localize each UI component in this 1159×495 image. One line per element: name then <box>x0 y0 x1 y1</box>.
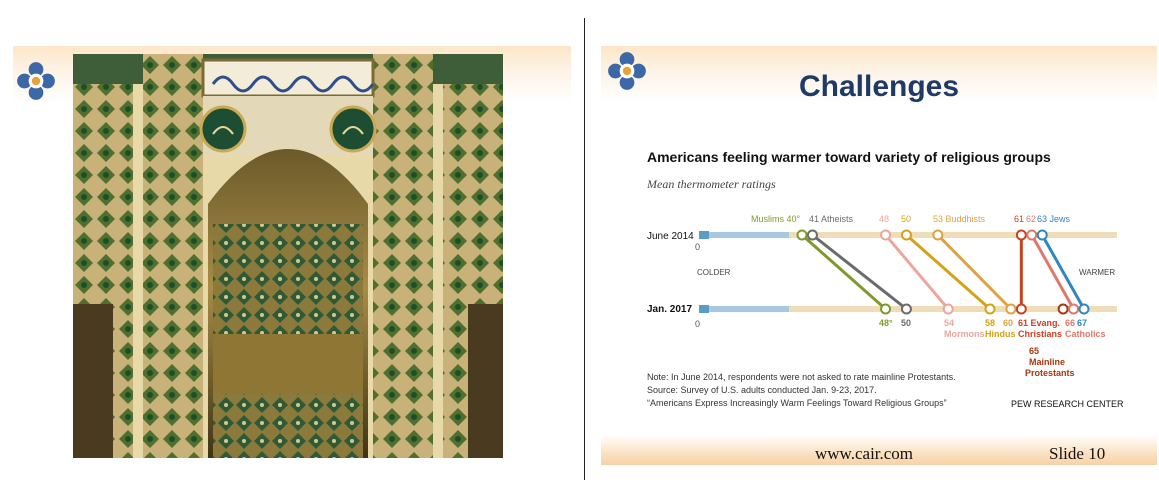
point-2014-atheists <box>808 231 817 240</box>
label-2014-buddhists: 53 Buddhists <box>933 214 986 224</box>
chart-subtitle: Mean thermometer ratings <box>647 177 776 191</box>
point-2017-buddhists <box>1006 305 1015 314</box>
label-2017-name-mainline-protestants: Mainline <box>1029 357 1066 367</box>
label-2017-name-evangelical-christians: Christians <box>1018 329 1063 339</box>
point-2017-hindus <box>986 305 995 314</box>
point-2014-mormons <box>881 231 890 240</box>
label-2014-atheists: 41 Atheists <box>809 214 854 224</box>
axis-zero-2017: 0 <box>695 319 701 329</box>
slide-number: Slide 10 <box>1049 444 1106 463</box>
slide-title: Challenges <box>798 70 960 103</box>
track-cold-2014 <box>699 232 789 238</box>
label-2017-evangelical-christians: 61 Evang. <box>1018 318 1061 328</box>
track-zero-mark-2017 <box>699 305 709 313</box>
point-2014-catholics <box>1027 231 1036 240</box>
point-2017-mainline-protestants <box>1059 305 1068 314</box>
label-2017-name-catholics: Catholics <box>1065 329 1106 339</box>
point-2017-evangelical-christians <box>1017 305 1026 314</box>
point-2014-evangelical-christians <box>1017 231 1026 240</box>
point-2014-jews <box>1038 231 1047 240</box>
chart-report-title: “Americans Express Increasingly Warm Feelings Toward Religious Groups” <box>647 398 947 408</box>
colder-label: COLDER <box>697 268 731 277</box>
left-slide[interactable] <box>13 46 571 465</box>
point-2014-muslims <box>798 231 807 240</box>
track-zero-mark-2014 <box>699 231 709 239</box>
footer-website[interactable]: www.cair.com <box>815 444 914 463</box>
label-2017-muslims: 48° <box>879 318 893 328</box>
label-2014-hindus: 50 <box>901 214 912 224</box>
point-2017-muslims <box>881 305 890 314</box>
label-2014-mormons: 48 <box>879 214 890 224</box>
point-2017-catholics <box>1069 305 1078 314</box>
label-2017-jews: 67 <box>1077 318 1088 328</box>
line-muslims <box>802 235 886 309</box>
row-label-2017: Jan. 2017 <box>647 304 693 315</box>
label-2017-name-hindus: Hindus <box>985 329 1016 339</box>
label-2014-catholics: 62 <box>1026 214 1037 224</box>
label-2014-muslims: Muslims 40° <box>751 214 801 224</box>
track-cold-2017 <box>699 306 789 312</box>
chart-note: Note: In June 2014, respondents were not asked to rate mainline Protestants. <box>647 372 956 382</box>
label-2017-mainline-protestants: 65 <box>1029 346 1040 356</box>
label-2017-name2-mainline-protestants: Protestants <box>1025 368 1075 378</box>
chart-source: Source: Survey of U.S. adults conducted Jan. 9-23, 2017. <box>647 385 877 395</box>
right-slide[interactable] <box>601 46 1157 465</box>
point-2014-hindus <box>902 231 911 240</box>
axis-zero-2014: 0 <box>695 242 701 252</box>
label-2014-evangelical-christians: 61 <box>1014 214 1025 224</box>
line-jews <box>1042 235 1084 309</box>
thermometer-chart <box>601 46 1157 465</box>
line-catholics <box>1032 235 1074 309</box>
pew-credit: PEW RESEARCH CENTER <box>1011 399 1124 409</box>
mihrab-photo <box>73 54 503 458</box>
label-2014-jews: 63 Jews <box>1037 214 1071 224</box>
label-2017-mormons: 54 <box>944 318 955 328</box>
label-2017-buddhists: 60 <box>1003 318 1014 328</box>
label-2017-hindus: 58 <box>985 318 996 328</box>
label-2017-name-mormons: Mormons <box>944 329 985 339</box>
row-label-2014: June 2014 <box>647 231 694 242</box>
warmer-label: WARMER <box>1079 268 1116 277</box>
point-2017-jews <box>1080 305 1089 314</box>
point-2017-mormons <box>944 305 953 314</box>
chart-title: Americans feeling warmer toward variety of religious groups <box>647 149 1051 165</box>
point-2014-buddhists <box>933 231 942 240</box>
line-atheists <box>812 235 906 309</box>
point-2017-atheists <box>902 305 911 314</box>
cair-logo-icon <box>15 60 57 102</box>
label-2017-atheists: 50 <box>901 318 912 328</box>
slide-divider <box>584 18 585 480</box>
label-2017-catholics: 66 <box>1065 318 1076 328</box>
